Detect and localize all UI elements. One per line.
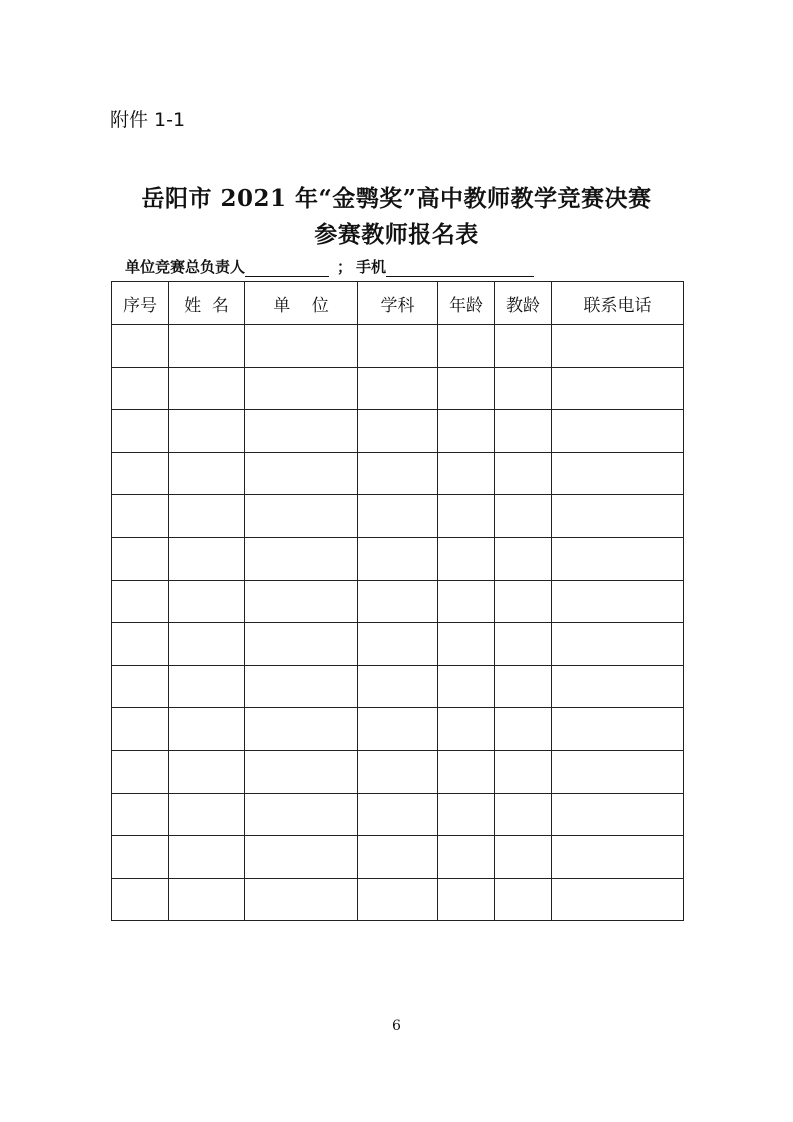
phone-label: 手机 — [356, 258, 387, 276]
table-cell[interactable] — [552, 750, 684, 793]
table-cell[interactable] — [245, 750, 358, 793]
column-header-name: 姓 名 — [169, 282, 245, 325]
table-cell[interactable] — [495, 750, 552, 793]
table-cell[interactable] — [552, 325, 684, 368]
table-cell[interactable] — [169, 452, 245, 495]
table-cell[interactable] — [495, 665, 552, 708]
table-cell[interactable] — [245, 495, 358, 538]
table-cell[interactable] — [112, 410, 169, 453]
table-cell[interactable] — [245, 793, 358, 836]
table-cell[interactable] — [112, 793, 169, 836]
form-title-line-1: 岳阳市 2021 年“金鹗奖”高中教师教学竞赛决赛 — [141, 185, 652, 212]
column-header-teaching-years: 教龄 — [495, 282, 552, 325]
form-title-line-2: 参赛教师报名表 — [314, 221, 479, 248]
table-cell[interactable] — [169, 580, 245, 623]
table-cell[interactable] — [169, 495, 245, 538]
table-cell[interactable] — [358, 708, 438, 751]
registration-table — [111, 281, 684, 921]
table-cell[interactable] — [438, 623, 495, 666]
table-row — [112, 665, 684, 708]
table-cell[interactable] — [245, 367, 358, 410]
table-cell[interactable] — [169, 325, 245, 368]
table-cell[interactable] — [438, 367, 495, 410]
table-cell[interactable] — [495, 537, 552, 580]
table-cell[interactable] — [169, 793, 245, 836]
table-cell[interactable] — [245, 410, 358, 453]
table-cell[interactable] — [438, 580, 495, 623]
table-cell[interactable] — [552, 665, 684, 708]
table-row — [112, 793, 684, 836]
table-cell[interactable] — [552, 793, 684, 836]
table-cell[interactable] — [438, 708, 495, 751]
table-cell[interactable] — [358, 623, 438, 666]
table-cell[interactable] — [245, 878, 358, 921]
table-cell[interactable] — [358, 495, 438, 538]
table-row — [112, 537, 684, 580]
table-cell[interactable] — [169, 537, 245, 580]
table-cell[interactable] — [112, 495, 169, 538]
column-header-phone: 联系电话 — [552, 282, 684, 325]
table-cell[interactable] — [552, 580, 684, 623]
table-cell[interactable] — [552, 537, 684, 580]
table-cell[interactable] — [495, 836, 552, 879]
table-cell[interactable] — [552, 708, 684, 751]
separator: ； — [337, 258, 353, 276]
table-cell[interactable] — [245, 580, 358, 623]
table-cell[interactable] — [438, 495, 495, 538]
table-cell[interactable] — [552, 452, 684, 495]
table-header-row — [112, 282, 684, 325]
table-cell[interactable] — [112, 580, 169, 623]
table-cell[interactable] — [358, 537, 438, 580]
responsible-person-line — [125, 256, 534, 277]
table-row — [112, 836, 684, 879]
table-cell[interactable] — [358, 665, 438, 708]
table-cell[interactable] — [495, 367, 552, 410]
table-cell[interactable] — [112, 665, 169, 708]
table-cell[interactable] — [169, 367, 245, 410]
table-cell[interactable] — [112, 537, 169, 580]
table-cell[interactable] — [245, 836, 358, 879]
table-cell[interactable] — [358, 367, 438, 410]
responsible-person-label: 单位竞赛总负责人 — [125, 258, 246, 276]
table-row — [112, 325, 684, 368]
table-cell[interactable] — [169, 836, 245, 879]
table-cell[interactable] — [358, 836, 438, 879]
table-cell[interactable] — [495, 623, 552, 666]
table-cell[interactable] — [112, 452, 169, 495]
table-cell[interactable] — [438, 410, 495, 453]
table-cell[interactable] — [438, 793, 495, 836]
table-cell[interactable] — [358, 750, 438, 793]
table-row — [112, 708, 684, 751]
table-cell[interactable] — [245, 708, 358, 751]
table-cell[interactable] — [552, 495, 684, 538]
table-cell[interactable] — [112, 325, 169, 368]
table-cell[interactable] — [112, 836, 169, 879]
table-cell[interactable] — [169, 623, 245, 666]
table-cell[interactable] — [245, 665, 358, 708]
table-cell[interactable] — [495, 452, 552, 495]
table-cell[interactable] — [169, 708, 245, 751]
table-cell[interactable] — [438, 878, 495, 921]
table-cell[interactable] — [112, 708, 169, 751]
table-cell[interactable] — [495, 325, 552, 368]
table-cell[interactable] — [552, 623, 684, 666]
table-cell[interactable] — [358, 410, 438, 453]
table-cell[interactable] — [495, 878, 552, 921]
table-cell[interactable] — [552, 410, 684, 453]
table-body — [112, 325, 684, 921]
table-row — [112, 452, 684, 495]
table-row — [112, 367, 684, 410]
table-cell[interactable] — [358, 325, 438, 368]
table-cell[interactable] — [495, 793, 552, 836]
table-row — [112, 623, 684, 666]
table-cell[interactable] — [112, 623, 169, 666]
table-cell[interactable] — [169, 665, 245, 708]
table-cell[interactable] — [552, 367, 684, 410]
table-cell[interactable] — [495, 708, 552, 751]
table-cell[interactable] — [552, 836, 684, 879]
table-cell[interactable] — [358, 580, 438, 623]
column-header-age: 年龄 — [438, 282, 495, 325]
table-cell[interactable] — [245, 325, 358, 368]
table-cell[interactable] — [438, 537, 495, 580]
table-row — [112, 495, 684, 538]
table-row — [112, 580, 684, 623]
table-cell[interactable] — [245, 623, 358, 666]
table-cell[interactable] — [495, 580, 552, 623]
table-cell[interactable] — [245, 452, 358, 495]
table-cell[interactable] — [245, 537, 358, 580]
table-row — [112, 750, 684, 793]
table-cell[interactable] — [112, 878, 169, 921]
phone-blank[interactable] — [386, 260, 534, 277]
table-cell[interactable] — [438, 836, 495, 879]
table-cell[interactable] — [169, 750, 245, 793]
column-header-subject: 学科 — [358, 282, 438, 325]
table-cell[interactable] — [169, 410, 245, 453]
table-cell[interactable] — [438, 750, 495, 793]
table-cell[interactable] — [438, 325, 495, 368]
table-cell[interactable] — [495, 410, 552, 453]
attachment-label: 附件 1-1 — [110, 109, 186, 131]
table-cell[interactable] — [495, 495, 552, 538]
table-cell[interactable] — [358, 452, 438, 495]
column-header-number: 序号 — [112, 282, 169, 325]
table-row — [112, 410, 684, 453]
column-header-unit: 单 位 — [245, 282, 358, 325]
table-cell[interactable] — [112, 750, 169, 793]
table-cell[interactable] — [112, 367, 169, 410]
table-cell[interactable] — [358, 793, 438, 836]
table-cell[interactable] — [358, 878, 438, 921]
page-number: 6 — [392, 1018, 401, 1034]
table-cell[interactable] — [552, 878, 684, 921]
table-cell[interactable] — [438, 452, 495, 495]
table-cell[interactable] — [169, 878, 245, 921]
table-cell[interactable] — [438, 665, 495, 708]
table-row — [112, 878, 684, 921]
responsible-person-blank[interactable] — [245, 260, 329, 277]
